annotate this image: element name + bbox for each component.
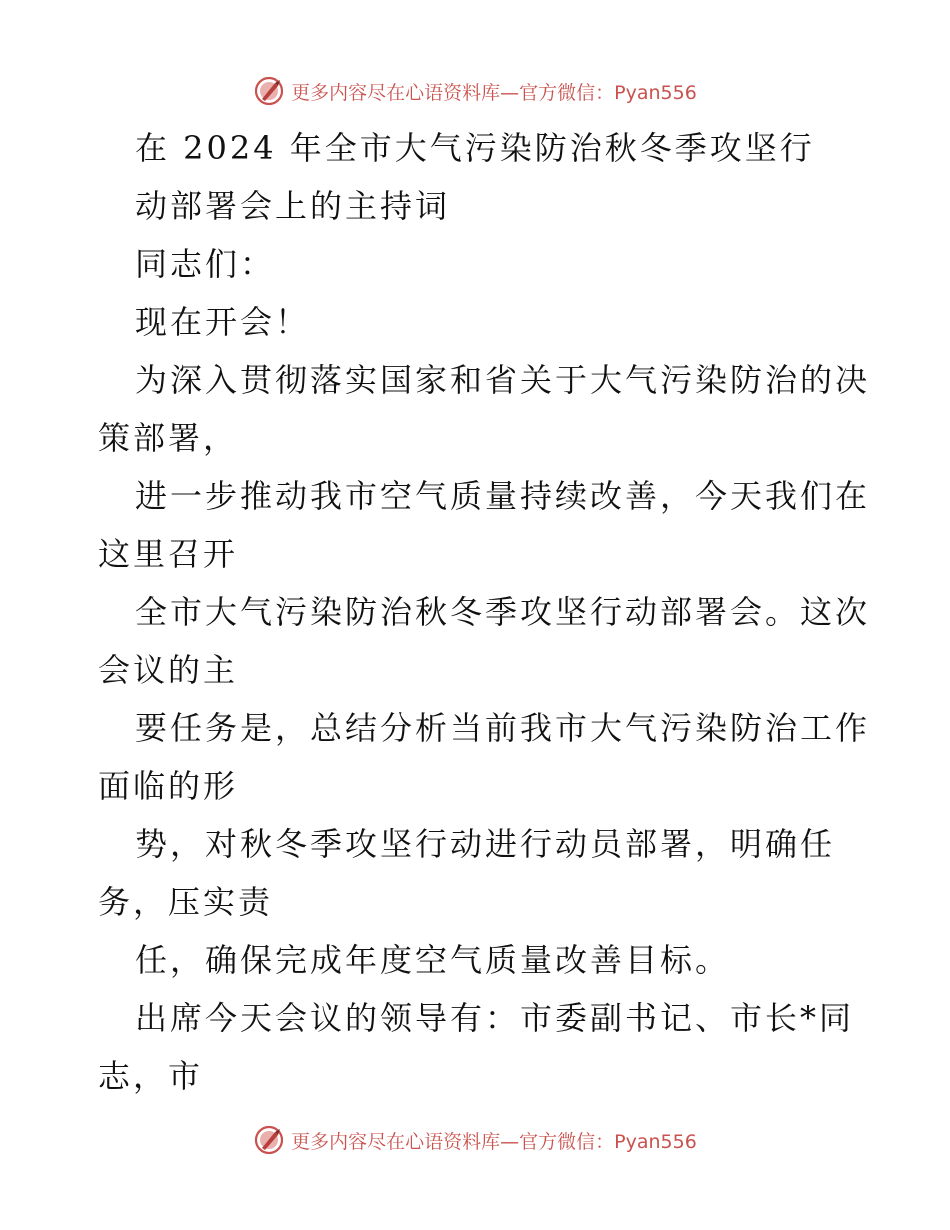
paragraph-line: 面临的形	[98, 767, 239, 805]
watermark-text: 更多内容尽在心语资料库—官方微信：Pyan556	[291, 81, 697, 104]
paragraph-line: 这里召开	[98, 535, 239, 573]
title-line-2: 动部署会上的主持词	[135, 187, 451, 225]
paragraph-line: 会议的主	[98, 651, 239, 689]
title-line-1: 在 2024 年全市大气污染防治秋冬季攻坚行	[135, 129, 815, 167]
watermark-text: 更多内容尽在心语资料库—官方微信：Pyan556	[291, 1130, 697, 1153]
paragraph-line: 全市大气污染防治秋冬季攻坚行动部署会。这次	[135, 593, 871, 631]
salutation: 同志们：	[135, 245, 276, 283]
paragraph-line: 志，市	[98, 1057, 204, 1095]
paragraph-line: 任，确保完成年度空气质量改善目标。	[135, 941, 731, 979]
header-watermark	[0, 71, 950, 111]
paragraph-line: 要任务是，总结分析当前我市大气污染防治工作	[135, 709, 871, 747]
paragraph-line: 策部署，	[98, 419, 239, 457]
opening-line: 现在开会！	[135, 303, 311, 341]
quill-pen-logo-icon	[253, 75, 285, 107]
footer-watermark	[0, 1120, 950, 1160]
paragraph-line: 出席今天会议的领导有：市委副书记、市长*同	[135, 999, 855, 1037]
paragraph-line: 进一步推动我市空气质量持续改善，今天我们在	[135, 477, 871, 515]
paragraph-line: 势，对秋冬季攻坚行动进行动员部署，明确任	[135, 825, 836, 863]
paragraph-line: 为深入贯彻落实国家和省关于大气污染防治的决	[135, 361, 871, 399]
quill-pen-logo-icon	[253, 1124, 285, 1156]
paragraph-line: 务，压实责	[98, 883, 274, 921]
